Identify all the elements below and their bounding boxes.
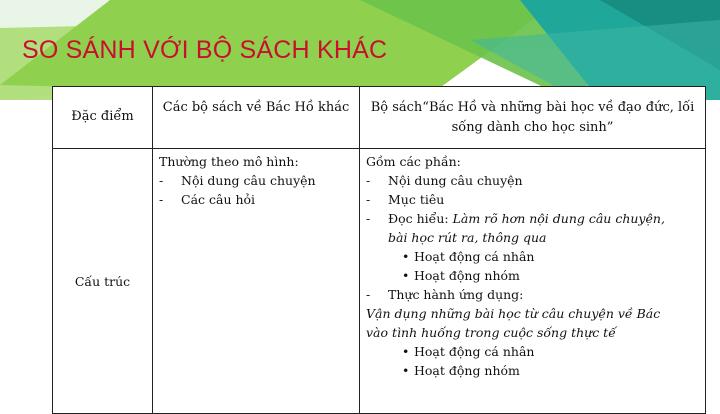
header-cell-other-books [153,87,360,149]
list-item: - Các câu hỏi [159,192,256,207]
series-cell [360,149,706,414]
list-item-continuation: bài học rút ra, thông qua [388,230,547,245]
others-intro: Thường theo mô hình: [159,154,299,169]
bullet-item: • Hoạt động cá nhân [402,344,535,359]
list-item: - Đọc hiểu: Làm rõ hơn nội dung câu chuyện, [366,211,665,226]
table-header-row [53,87,706,149]
series-apply-desc-1: Vận dụng những bài học từ câu chuyện về Bác [366,306,661,321]
list-item: - Thực hành ứng dụng: [366,287,524,302]
header-series: Bộ sách“Bác Hồ và những bài học về đạo đức, lối sống dành cho học sinh” [370,100,695,135]
header-cell-series [360,87,706,149]
list-item: - Nội dung câu chuyện [159,173,316,188]
bullet-item: • Hoạt động nhóm [402,363,520,378]
slide-title: SO SÁNH VỚI BỘ SÁCH KHÁC [22,36,388,64]
list-item: - Mục tiêu [366,192,445,207]
row-label: Cấu trúc [74,273,131,289]
series-intro: Gồm các phần: [366,154,461,169]
other-books-cell [153,149,360,414]
comparison-table [52,86,706,414]
header-cell-feature [53,87,153,149]
series-apply-desc-2: vào tình huống trong cuộc sống thực tế [366,325,616,340]
table-row [53,149,706,414]
list-item: - Nội dung câu chuyện [366,173,523,188]
row-label-cell [53,149,153,414]
header-feature: Đặc điểm [71,109,134,124]
bullet-item: • Hoạt động cá nhân [402,249,535,264]
header-other-books: Các bộ sách về Bác Hồ khác [162,100,350,115]
bullet-item: • Hoạt động nhóm [402,268,520,283]
